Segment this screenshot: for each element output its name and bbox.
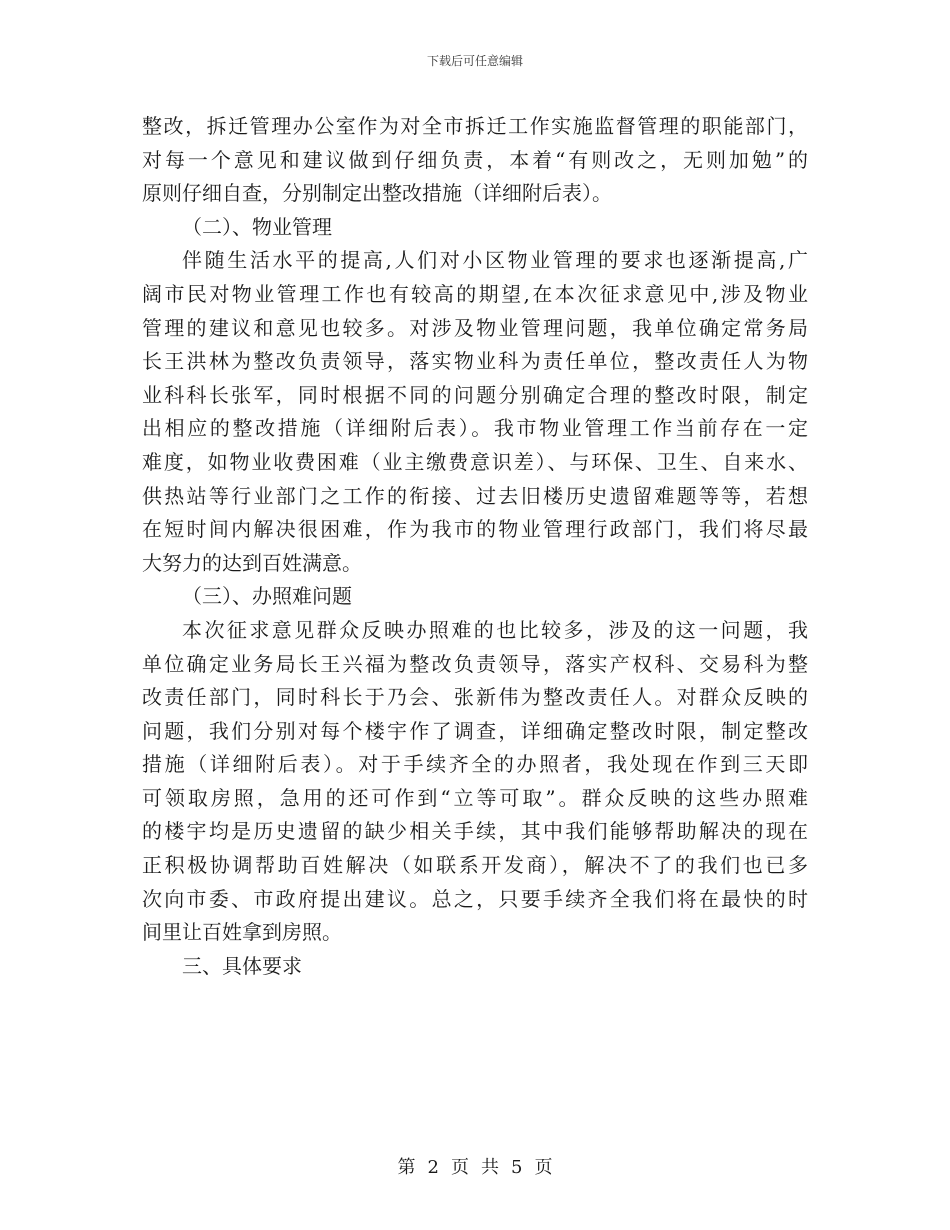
- footer-page-current: 2: [427, 1157, 439, 1178]
- text-line: 对每一个意见和建议做到仔细负责，本着“有则改之，无则加勉”的: [142, 147, 808, 172]
- footer-gong: 共: [481, 1157, 499, 1178]
- footer-ye: 页: [451, 1157, 469, 1178]
- text-line: 正积极协调帮助百姓解决（如联系开发商），解决不了的我们也已多: [142, 853, 808, 878]
- text-line: 管理的建议和意见也较多。对涉及物业管理问题，我单位确定常务局: [142, 315, 808, 340]
- footer-ye-end: 页: [534, 1157, 553, 1178]
- text-line: 阔市民对物业管理工作也有较高的期望,在本次征求意见中,涉及物业: [142, 281, 808, 306]
- text-line: 三、具体要求: [182, 953, 302, 978]
- text-line: 出相应的整改措施（详细附后表）。我市物业管理工作当前存在一定: [142, 416, 808, 441]
- text-line: 的楼宇均是历史遗留的缺少相关手续，其中我们能够帮助解决的现在: [142, 819, 808, 844]
- text-line: 大努力的达到百姓满意。: [142, 550, 362, 575]
- document-body: [142, 110, 808, 983]
- text-line: 长王洪林为整改负责领导，落实物业科为责任单位，整改责任人为物: [142, 349, 808, 374]
- text-line: 伴随生活水平的提高,人们对小区物业管理的要求也逐渐提高,广: [182, 248, 808, 273]
- footer-page-total: 5: [511, 1157, 523, 1178]
- footer-di: 第: [397, 1157, 416, 1178]
- text-line: 本次征求意见群众反映办照难的也比较多，涉及的这一问题，我: [182, 617, 808, 642]
- text-line: 业科科长张军，同时根据不同的问题分别确定合理的整改时限，制定: [142, 382, 808, 407]
- text-line: （三）、办照难问题: [182, 584, 352, 609]
- text-line: 间里让百姓拿到房照。: [142, 920, 342, 945]
- text-line: 整改，拆迁管理办公室作为对全市拆迁工作实施监督管理的职能部门，: [142, 114, 808, 138]
- page-header-note: 下载后可任意编辑: [426, 54, 523, 68]
- text-line: 难度，如物业收费困难（业主缴费意识差）、与环保、卫生、自来水、: [142, 449, 808, 474]
- text-line: 单位确定业务局长王兴福为整改负责领导，落实产权科、交易科为整: [142, 651, 808, 676]
- text-line: 供热站等行业部门之工作的衔接、过去旧楼历史遗留难题等等，若想: [142, 483, 808, 508]
- text-line: 改责任部门，同时科长于乃会、张新伟为整改责任人。对群众反映的: [142, 685, 808, 710]
- page-footer: [0, 1153, 950, 1179]
- text-line: 可领取房照，急用的还可作到“立等可取”。群众反映的这些办照难: [142, 785, 808, 810]
- text-line: （二）、物业管理: [182, 214, 332, 239]
- text-line: 问题，我们分别对每个楼宇作了调查，详细确定整改时限，制定整改: [142, 718, 808, 743]
- text-line: 原则仔细自查，分别制定出整改措施（详细附后表）。: [142, 181, 612, 206]
- text-line: 次向市委、市政府提出建议。总之，只要手续齐全我们将在最快的时: [142, 886, 808, 911]
- text-line: 措施（详细附后表）。对于手续齐全的办照者，我处现在作到三天即: [142, 752, 808, 777]
- text-line: 在短时间内解决很困难，作为我市的物业管理行政部门，我们将尽最: [142, 517, 808, 542]
